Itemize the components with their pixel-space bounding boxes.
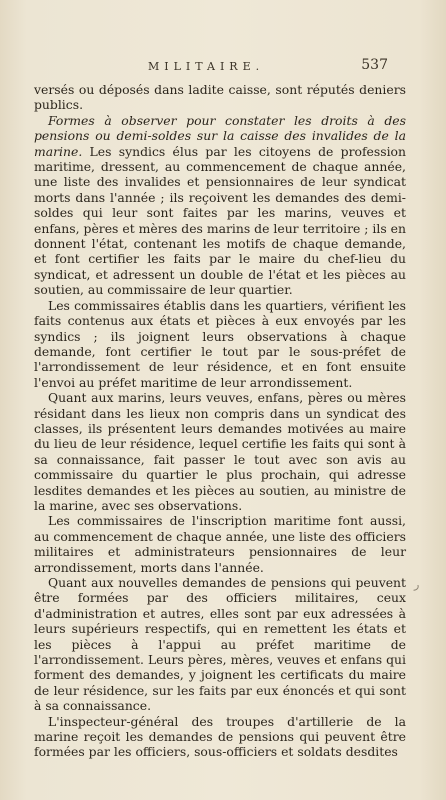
running-title: MILITAIRE. bbox=[148, 60, 265, 73]
page-number: 537 bbox=[361, 57, 388, 73]
paragraph-inscription: Les commissaires de l'inscription maritime font aussi, au commencement de chaque année, une liste des officiers militaires et administrateurs pensionnaires de leur arrondissement, morts dans l'année. bbox=[34, 513, 406, 575]
section-lead: Formes à observer pour constater les droits à des pensions ou demi-soldes sur la caisse des invalides de la marine. bbox=[34, 112, 406, 159]
body-text bbox=[34, 82, 406, 760]
running-header bbox=[0, 57, 446, 80]
paragraph-nouvelles-demandes: Quant aux nouvelles demandes de pensions qui peuvent être formées par des officiers militaires, ceux d'administration et autres, elles sont par eux adressées à leurs supérieurs respectifs, qui en remettent les états et les pièces à l'appui au préfet maritime de l'arrondissement. Leurs pères, mères, veuves et enfans qui forment des demandes, y joignent les certificats du maire de leur résidence, sur les faits par eux énoncés et qui sont à sa connaissance. bbox=[34, 575, 406, 714]
paragraph-inspecteur: L'inspecteur-général des troupes d'artillerie de la marine reçoit les demandes de pensions qui peuvent être formées par les officiers, sous-officiers et soldats desdites bbox=[34, 713, 406, 760]
margin-pencil-mark: ر bbox=[414, 578, 420, 591]
paragraph-marins: Quant aux marins, leurs veuves, enfans, pères ou mères résidant dans les lieux non compris dans un syndicat des classes, ils présentent leurs demandes motivées au maire du lieu de leur résidence, lequel certifie les faits qui sont à sa connaissance, fait passer le tout avec son avis au commissaire du quartier le plus prochain, qui adresse lesdites demandes et les pièces au soutien, au ministre de la marine, avec ses observations. bbox=[34, 390, 406, 513]
paragraph-commissaires: Les commissaires établis dans les quartiers, vérifient les faits contenus aux états et pièces à eux envoyés par les syndics ; ils joignent leurs observations à chaque demande, font certifier le tout par le sous-préfet de l'arrondissement de leur résidence, et en font ensuite l'envoi au préfet maritime de leur arrondissement. bbox=[34, 297, 406, 390]
paragraph-formes: Formes à observer pour constater les droits à des pensions ou demi-soldes sur la caisse des invalides de la marine. Les syndics élus par les citoyens de profession maritime, dressent, au commencement de chaque année, une liste des invalides et pensionnaires de leur syndicat morts dans l'année ; ils reçoivent les demandes des demi-soldes qui leur sont faites par les marins, veuves et enfans, pères et mères des marins de leur territoire ; ils en donnent l'état, contenant les motifs de chaque demande, et font certifier les faits par le maire du chef-lieu du syndicat, et adressent un double de l'état et les pièces au soutien, au commissaire de leur quartier. bbox=[34, 112, 406, 298]
paragraph-continuation: versés ou déposés dans ladite caisse, sont réputés deniers publics. bbox=[34, 82, 406, 113]
